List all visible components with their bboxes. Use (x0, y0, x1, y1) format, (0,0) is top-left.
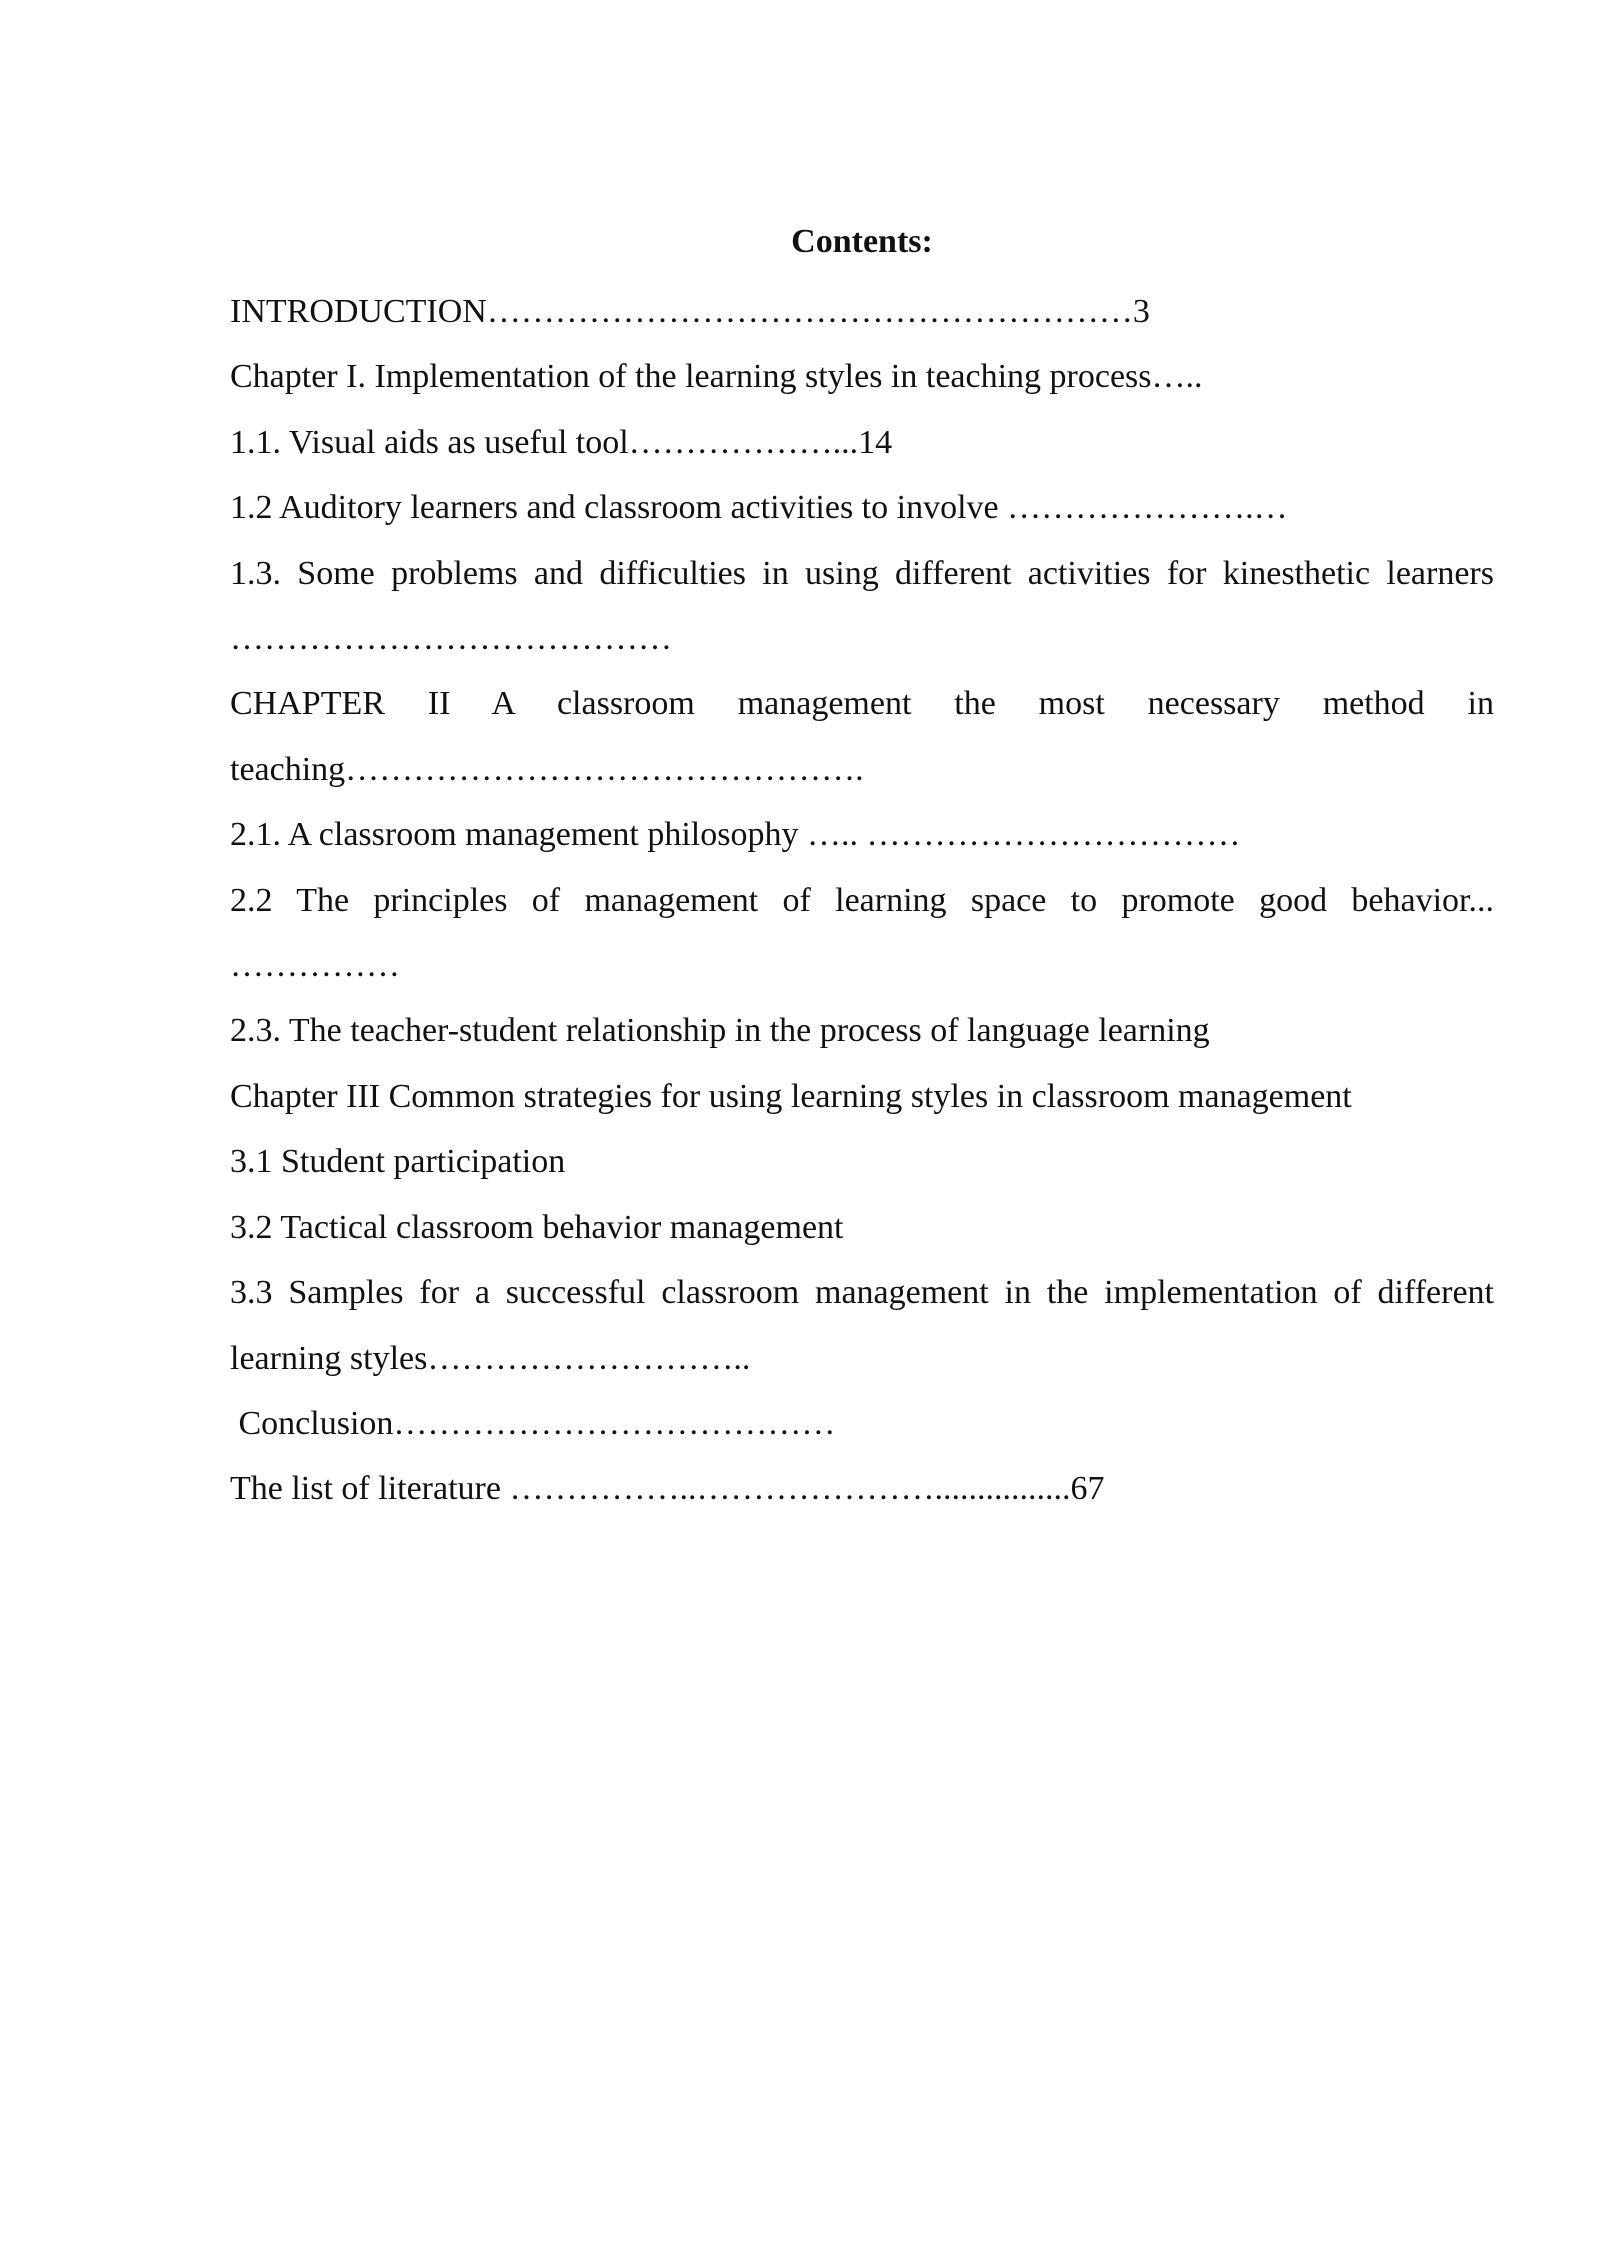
toc-entry-2-2: 2.2 The principles of management of learning space to promote good behavior... …………… (230, 881, 1494, 985)
toc-entry-3-2: 3.2 Tactical classroom behavior management (230, 1208, 844, 1246)
toc-entry-chapter-1: Chapter I. Implementation of the learning styles in teaching process….. (230, 358, 1203, 396)
table-of-contents (230, 214, 1494, 1522)
toc-entry-1-3: 1.3. Some problems and difficulties in using different activities for kinesthetic learners ………………………………… (230, 554, 1494, 658)
toc-entry-introduction: INTRODUCTION…………………………………………………3 (230, 293, 1150, 330)
toc-entry-chapter-3: Chapter III Common strategies for using learning styles in classroom management (230, 1077, 1352, 1115)
toc-entry-1-1: 1.1. Visual aids as useful tool………………...14 (230, 423, 893, 461)
toc-entry-2-3: 2.3. The teacher-student relationship in the process of language learning (230, 1012, 1210, 1050)
toc-entry-chapter-2: CHAPTER II A classroom management the most necessary method in teaching………………………………………. (230, 685, 1494, 788)
toc-entry-literature: The list of literature ……………..…………………................67 (230, 1470, 1105, 1508)
toc-entry-3-3: 3.3 Samples for a successful classroom management in the implementation of different learning styles……………………….. (230, 1274, 1494, 1377)
toc-entry-conclusion: Conclusion………………………………… (230, 1404, 836, 1442)
toc-entry-3-1: 3.1 Student participation (230, 1143, 566, 1181)
toc-entry-1-2: 1.2 Auditory learners and classroom activities to involve ………………….… (230, 489, 1288, 527)
contents-heading: Contents: (791, 223, 933, 260)
toc-entry-2-1: 2.1. A classroom management philosophy ….. …………………………… (230, 816, 1241, 854)
